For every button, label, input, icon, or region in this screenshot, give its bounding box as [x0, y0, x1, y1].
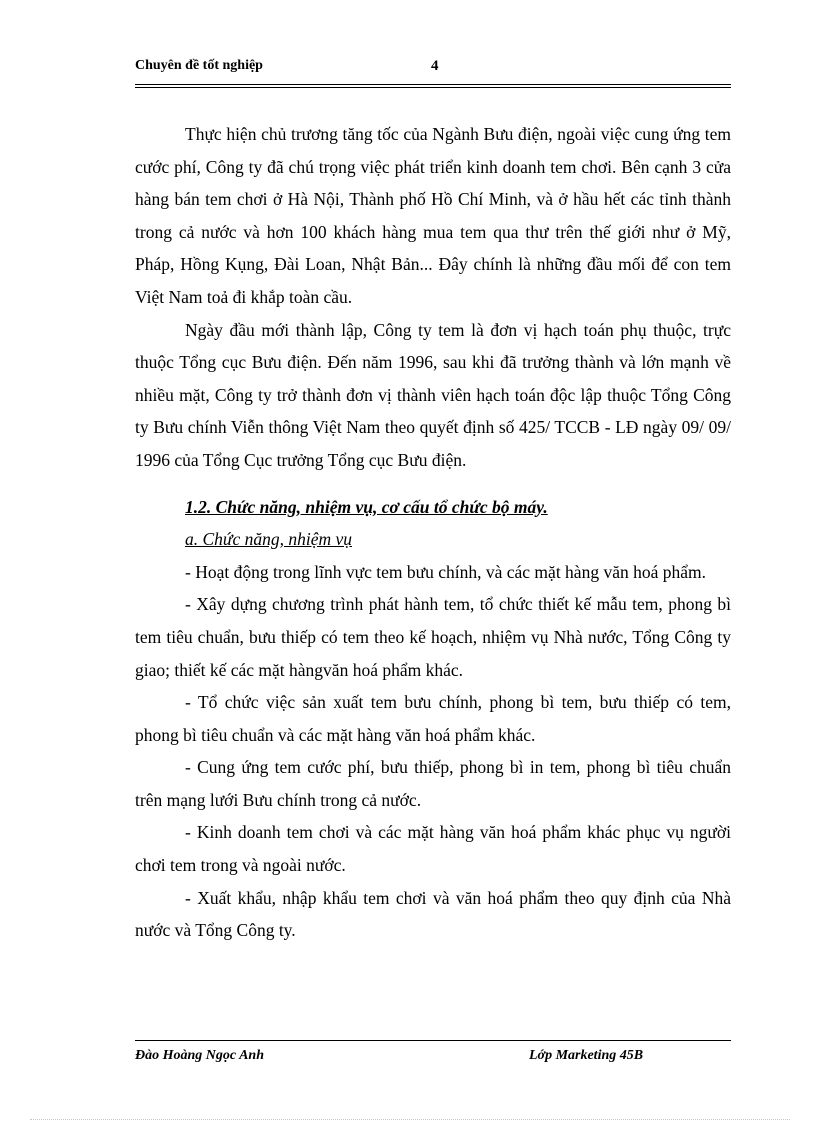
list-item: - Xây dựng chương trình phát hành tem, tổ chức thiết kế mẫu tem, phong bì tem tiêu chuẩn, bưu thiếp có tem theo kế hoạch, nhiệm vụ Nhà nước, Tổng Công ty giao; thiết kế các mặt hàngvăn hoá phẩm khác.	[135, 594, 731, 680]
page-bottom-border	[30, 1119, 790, 1120]
page-body	[135, 118, 731, 947]
page-number: 4	[431, 58, 439, 74]
body-paragraph: Thực hiện chủ trương tăng tốc của Ngành Bưu điện, ngoài việc cung ứng tem cước phí, Công ty đã chú trọng việc phát triển kinh doanh tem chơi. Bên cạnh 3 cửa hàng bán tem chơi ở Hà Nội, Thành phố Hồ Chí Minh, và ở hầu hết các tỉnh thành trong cả nước và hơn 100 khách hàng mua tem qua thư trên thế giới như ở Mỹ, Pháp, Hồng Kụng, Đài Loan, Nhật Bản... Đây chính là những đầu mối để con tem Việt Nam toả đi khắp toàn cầu.	[135, 124, 731, 307]
page-footer	[135, 1048, 731, 1070]
footer-divider	[135, 1040, 731, 1041]
document-title: Chuyên đề tốt nghiệp	[135, 58, 263, 73]
header-divider	[135, 84, 731, 88]
list-item: - Hoạt động trong lĩnh vực tem bưu chính, và các mặt hàng văn hoá phẩm.	[185, 561, 706, 582]
list-item: - Kinh doanh tem chơi và các mặt hàng văn hoá phẩm khác phục vụ người chơi tem trong và ngoài nước.	[135, 822, 731, 876]
subsection-heading: a. Chức năng, nhiệm vụ	[185, 529, 353, 550]
author-name: Đào Hoàng Ngọc Anh	[135, 1048, 265, 1063]
class-name: Lớp Marketing 45B	[529, 1048, 644, 1063]
body-paragraph: Ngày đầu mới thành lập, Công ty tem là đơn vị hạch toán phụ thuộc, trực thuộc Tổng cục Bưu điện. Đến năm 1996, sau khi đã trưởng thành và lớn mạnh về nhiều mặt, Công ty trở thành đơn vị thành viên hạch toán độc lập thuộc Tổng Công ty Bưu chính Viễn thông Việt Nam theo quyết định số 425/ TCCB - LĐ ngày 09/ 09/ 1996 của Tổng Cục trưởng Tổng cục Bưu điện.	[135, 319, 731, 470]
page-header	[135, 58, 731, 80]
list-item: - Cung ứng tem cước phí, bưu thiếp, phong bì in tem, phong bì tiêu chuẩn trên mạng lưới Bưu chính trong cả nước.	[135, 757, 731, 810]
section-heading: 1.2. Chức năng, nhiệm vụ, cơ cấu tổ chức bộ máy.	[185, 496, 548, 517]
list-item: - Xuất khẩu, nhập khẩu tem chơi và văn hoá phẩm theo quy định của Nhà nước và Tổng Công ty.	[135, 887, 731, 941]
list-item: - Tổ chức việc sản xuất tem bưu chính, phong bì tem, bưu thiếp có tem, phong bì tiêu chuẩn và các mặt hàng văn hoá phẩm khác.	[135, 692, 731, 745]
